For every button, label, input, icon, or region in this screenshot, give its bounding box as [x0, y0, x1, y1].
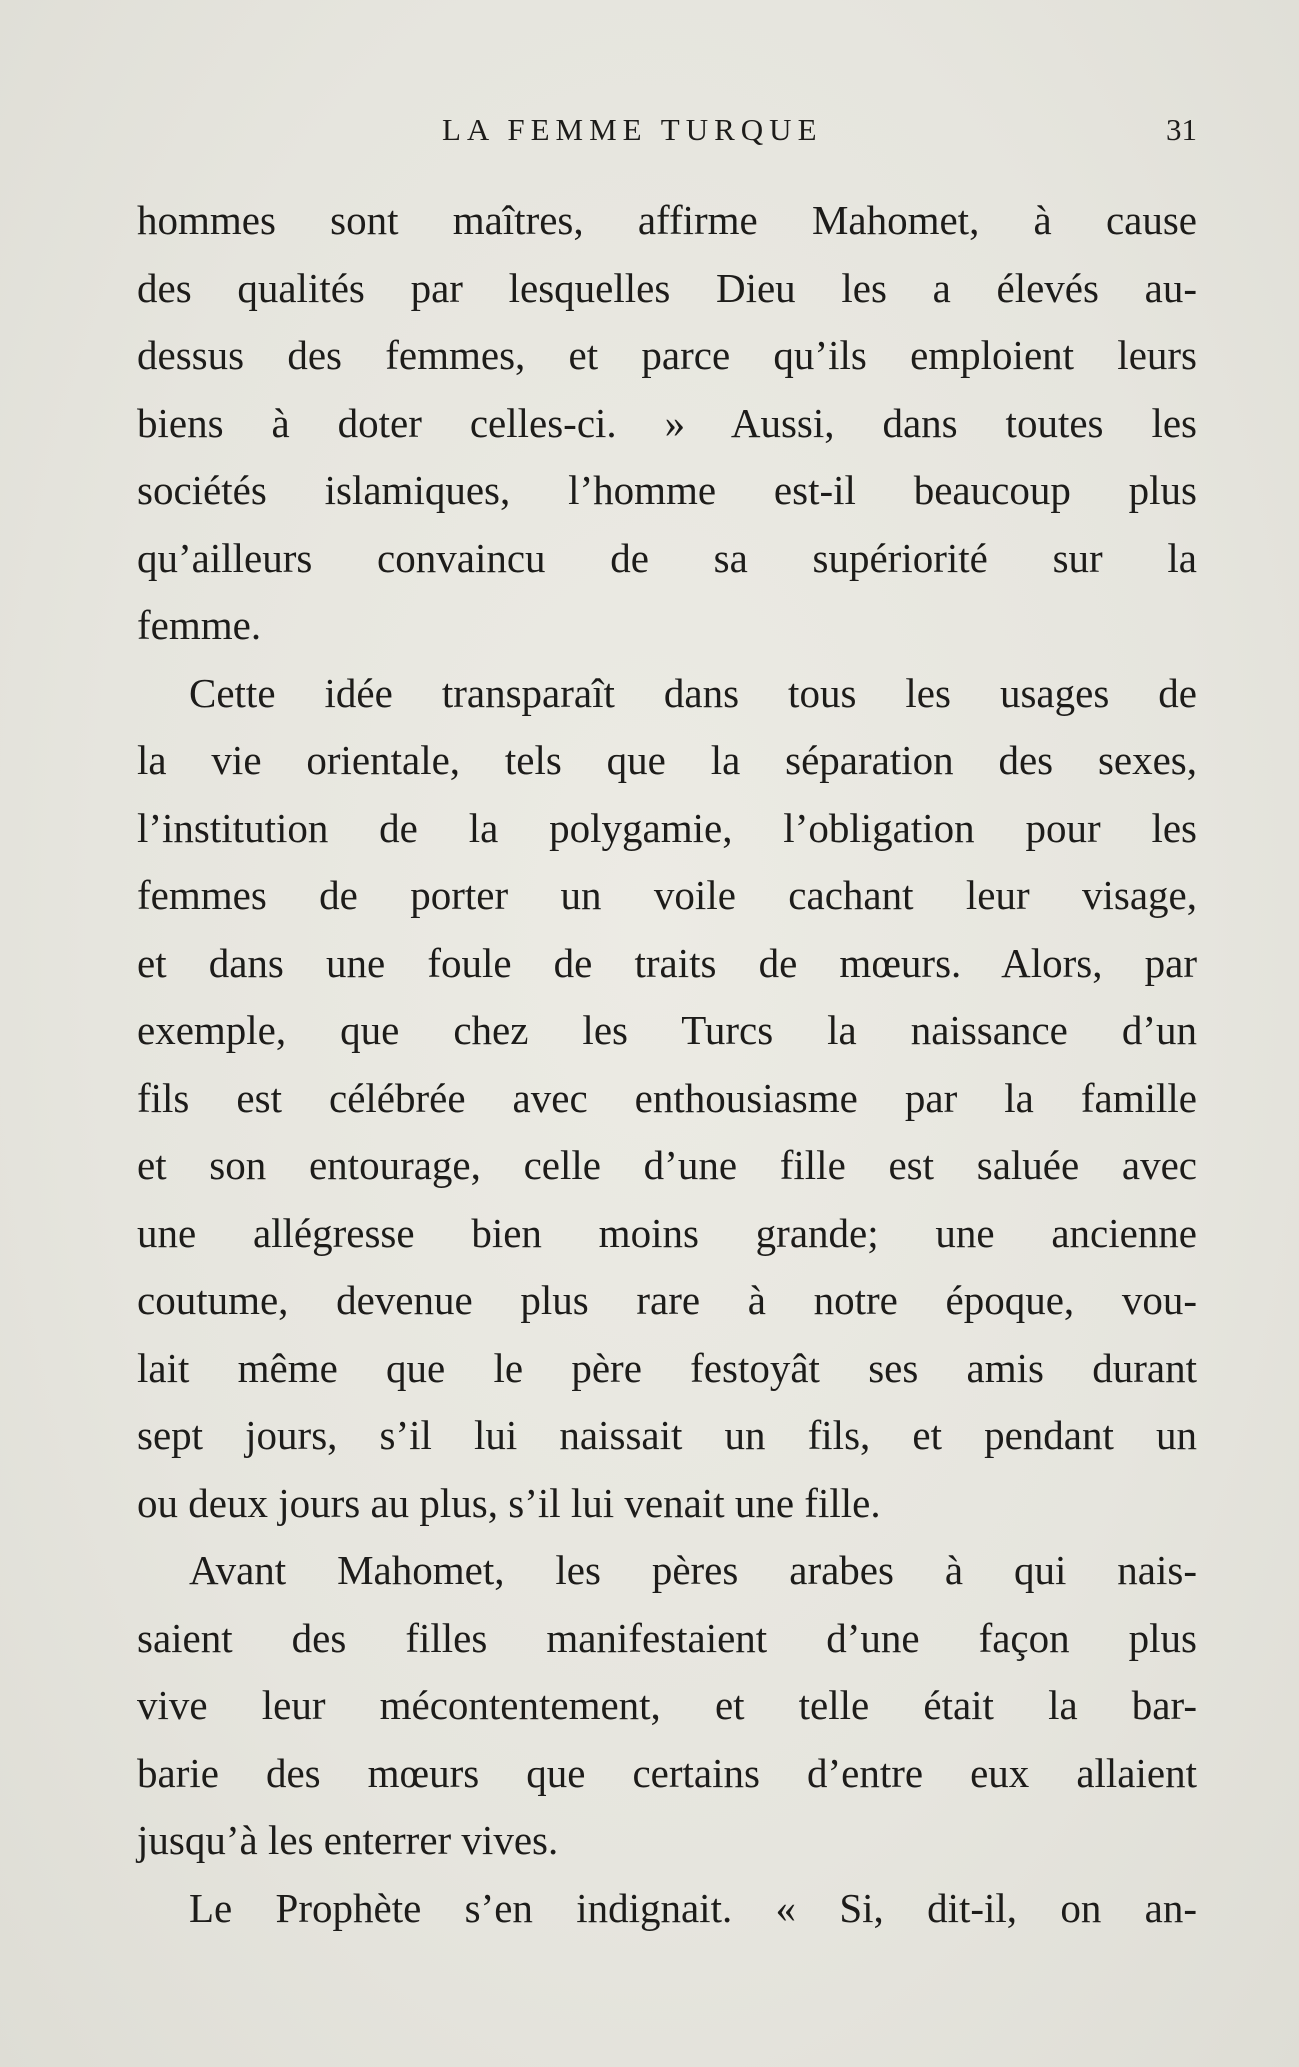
text-line: exemple, que chez les Turcs la naissance d’un — [137, 1007, 1197, 1053]
text-line: sociétés islamiques, l’homme est-il beaucoup plus — [137, 467, 1197, 513]
text-line: barie des mœurs que certains d’entre eux allaient — [137, 1749, 1197, 1796]
text-line: Avant Mahomet, les pères arabes à qui nais- — [189, 1547, 1197, 1593]
text-line: biens à doter celles-ci. » Aussi, dans toutes les — [137, 399, 1197, 446]
text-line: jusqu’à les enterrer vives. — [137, 1817, 559, 1863]
text-line: qu’ailleurs convaincu de sa supériorité sur la — [137, 534, 1197, 581]
running-title: LA FEMME TURQUE — [442, 112, 823, 147]
page-number: 31 — [1166, 112, 1197, 147]
text-line: coutume, devenue plus rare à notre époque, vou- — [137, 1277, 1197, 1323]
text-line: lait même que le père festoyât ses amis durant — [137, 1344, 1197, 1391]
text-line: des qualités par lesquelles Dieu les a élevés au- — [137, 264, 1197, 311]
text-line: vive leur mécontentement, et telle était la bar- — [137, 1682, 1197, 1728]
running-head — [137, 112, 1197, 162]
text-line: femmes de porter un voile cachant leur visage, — [137, 872, 1197, 918]
text-line: l’institution de la polygamie, l’obligation pour les — [137, 804, 1197, 851]
text-line: Le Prophète s’en indignait. « Si, dit-il, on an- — [189, 1884, 1197, 1931]
text-line: la vie orientale, tels que la séparation des sexes, — [137, 737, 1197, 783]
text-line: et son entourage, celle d’une fille est saluée avec — [137, 1142, 1197, 1188]
text-line: Cette idée transparaît dans tous les usages de — [189, 669, 1197, 716]
text-line: sept jours, s’il lui naissait un fils, et pendant un — [137, 1412, 1197, 1458]
text-line: fils est célébrée avec enthousiasme par la famille — [137, 1074, 1197, 1121]
text-line: saient des filles manifestaient d’une façon plus — [137, 1614, 1197, 1661]
text-line: et dans une foule de traits de mœurs. Alors, par — [137, 939, 1197, 986]
text-line: femme. — [137, 602, 262, 648]
body-text — [137, 187, 1197, 1942]
text-line: une allégresse bien moins grande; une ancienne — [137, 1209, 1197, 1256]
text-line: ou deux jours au plus, s’il lui venait une fille. — [137, 1479, 881, 1526]
text-line: hommes sont maîtres, affirme Mahomet, à cause — [137, 197, 1197, 243]
text-line: dessus des femmes, et parce qu’ils emploient leurs — [137, 332, 1197, 378]
